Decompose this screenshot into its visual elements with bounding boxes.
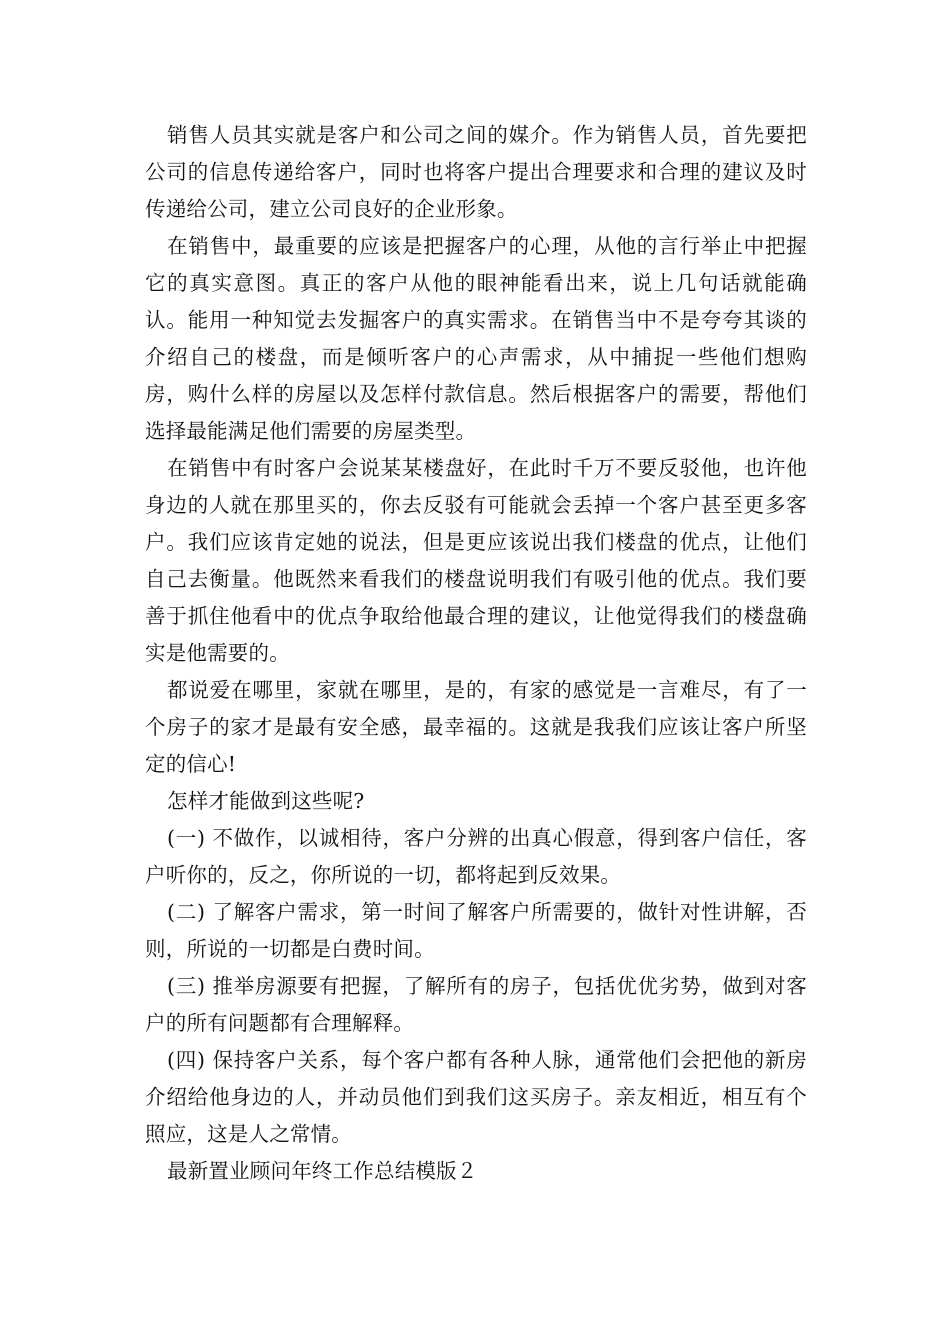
list-item-recommend-listings: (三) 推举房源要有把握，了解所有的房子，包括优优劣势，做到对客户的所有问题都有合理解释。 (145, 974, 807, 1035)
list-item-sincerity: (一) 不做作，以诚相待，客户分辨的出真心假意，得到客户信任，客户听你的，反之，你所说的一切，都将起到反效果。 (145, 826, 807, 887)
list-item-understand-needs: (二) 了解客户需求，第一时间了解客户所需要的，做针对性讲解，否则，所说的一切都是白费时间。 (145, 900, 807, 961)
paragraph-customer-psychology: 在销售中，最重要的应该是把握客户的心理，从他的言行举止中把握它的真实意图。真正的客户从他的眼神能看出来，说上几句话就能确认。能用一种知觉去发掘客户的真实需求。在销售当中不是夸夸其谈的介绍自己的楼盘，而是倾听客户的心声需求，从中捕捉一些他们想购房，购什么样的房屋以及怎样付款信息。然后根据客户的需要，帮他们选择最能满足他们需要的房屋类型。 (145, 234, 807, 443)
paragraph-home-feeling: 都说爱在哪里，家就在哪里，是的，有家的感觉是一言难尽，有了一个房子的家才是最有安全感，最幸福的。这就是我我们应该让客户所坚定的信心! (145, 678, 807, 776)
list-item-maintain-relationships: (四) 保持客户关系，每个客户都有各种人脉，通常他们会把他的新房介绍给他身边的人，并动员他们到我们这买房子。亲友相近，相互有个照应，这是人之常情。 (145, 1048, 807, 1146)
paragraph-how-question: 怎样才能做到这些呢? (167, 789, 365, 813)
document-page (145, 117, 807, 1190)
section-title-next: 最新置业顾问年终工作总结模版２ (167, 1159, 478, 1183)
paragraph-competitor-handling: 在销售中有时客户会说某某楼盘好，在此时千万不要反驳他，也许他身边的人就在那里买的，你去反驳有可能就会丢掉一个客户甚至更多客户。我们应该肯定她的说法，但是更应该说出我们楼盘的优点，让他们自己去衡量。他既然来看我们的楼盘说明我们有吸引他的优点。我们要善于抓住他看中的优点争取给他最合理的建议，让他觉得我们的楼盘确实是他需要的。 (145, 456, 807, 665)
paragraph-sales-role: 销售人员其实就是客户和公司之间的媒介。作为销售人员，首先要把公司的信息传递给客户，同时也将客户提出合理要求和合理的建议及时传递给公司，建立公司良好的企业形象。 (145, 123, 807, 221)
